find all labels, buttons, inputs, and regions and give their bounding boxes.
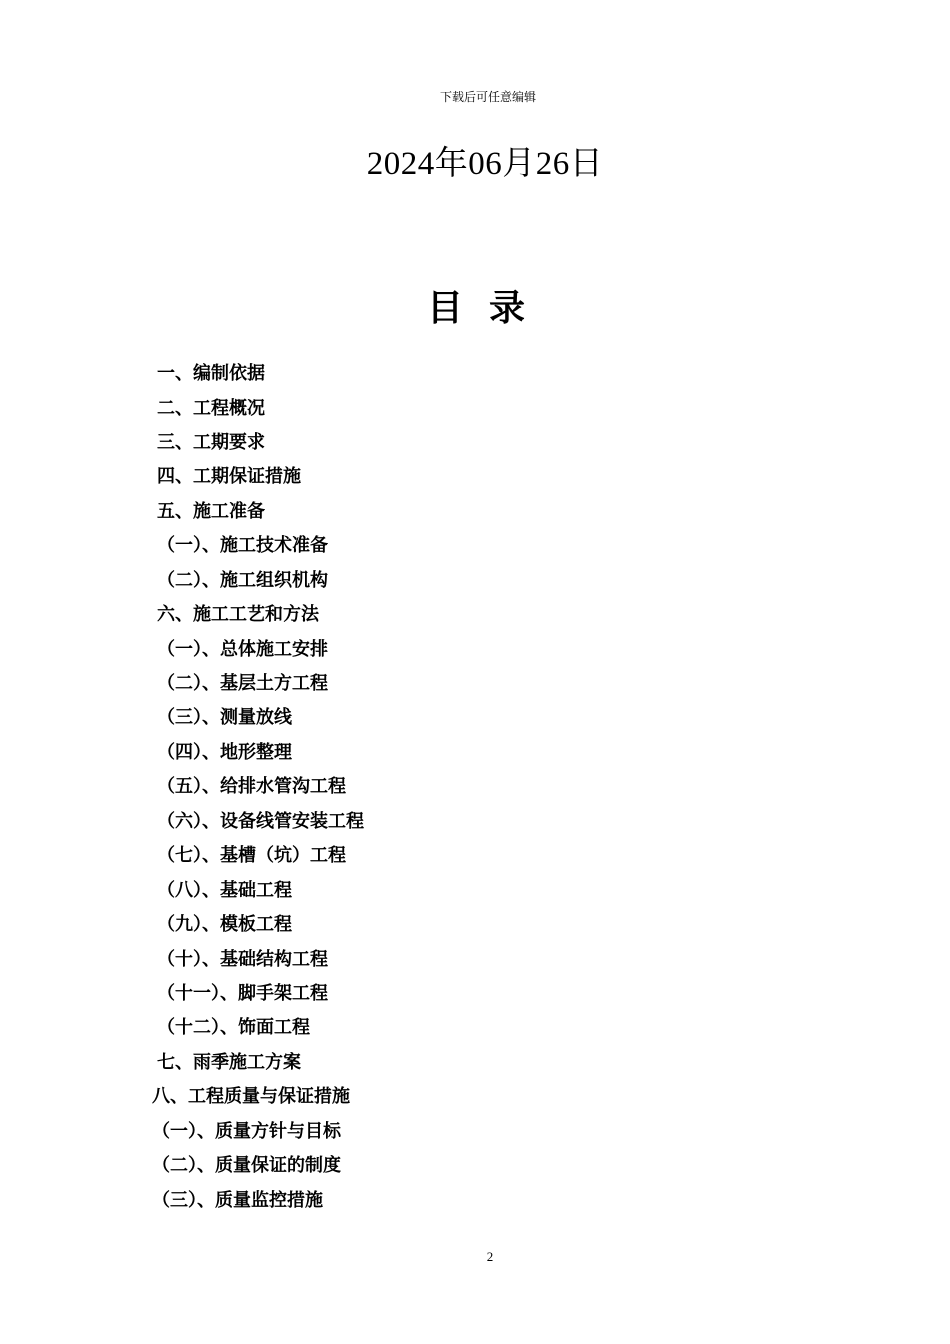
toc-item: 五、施工准备 xyxy=(157,501,265,522)
toc-title: 目录 xyxy=(426,288,551,329)
toc-item: （一）、总体施工安排 xyxy=(157,639,328,660)
toc-item: （三）、质量监控措施 xyxy=(152,1190,323,1211)
toc-item: 四、工期保证措施 xyxy=(157,466,301,487)
toc-item: （二）、基层土方工程 xyxy=(157,673,328,694)
toc-item: （十）、基础结构工程 xyxy=(157,949,328,970)
toc-item: （七）、基槽（坑）工程 xyxy=(157,845,346,866)
toc-item: （四）、地形整理 xyxy=(157,742,292,763)
toc-item: （八）、基础工程 xyxy=(157,880,292,901)
toc-item: （十二）、饰面工程 xyxy=(157,1017,310,1038)
toc-item: （十一）、脚手架工程 xyxy=(157,983,328,1004)
header-note: 下载后可任意编辑 xyxy=(439,90,536,104)
toc-item: 三、工期要求 xyxy=(157,432,265,453)
toc-item: 七、雨季施工方案 xyxy=(157,1052,301,1073)
toc-item: （一）、施工技术准备 xyxy=(157,535,328,556)
toc-item: （五）、给排水管沟工程 xyxy=(157,776,346,797)
toc-item: 二、工程概况 xyxy=(157,398,265,419)
page-number: 2 xyxy=(486,1249,494,1264)
toc-item: （六）、设备线管安装工程 xyxy=(157,811,364,832)
toc-item: 八、工程质量与保证措施 xyxy=(152,1086,350,1107)
document-date: 2024年06月26日 xyxy=(366,146,604,182)
toc-item: （三）、测量放线 xyxy=(157,707,292,728)
toc-item: （九）、模板工程 xyxy=(157,914,292,935)
toc-item: 一、编制依据 xyxy=(157,363,265,384)
toc-item: （二）、质量保证的制度 xyxy=(152,1155,341,1176)
toc-item: （一）、质量方针与目标 xyxy=(152,1121,341,1142)
toc-item: 六、施工工艺和方法 xyxy=(157,604,319,625)
toc-item: （二）、施工组织机构 xyxy=(157,570,328,591)
